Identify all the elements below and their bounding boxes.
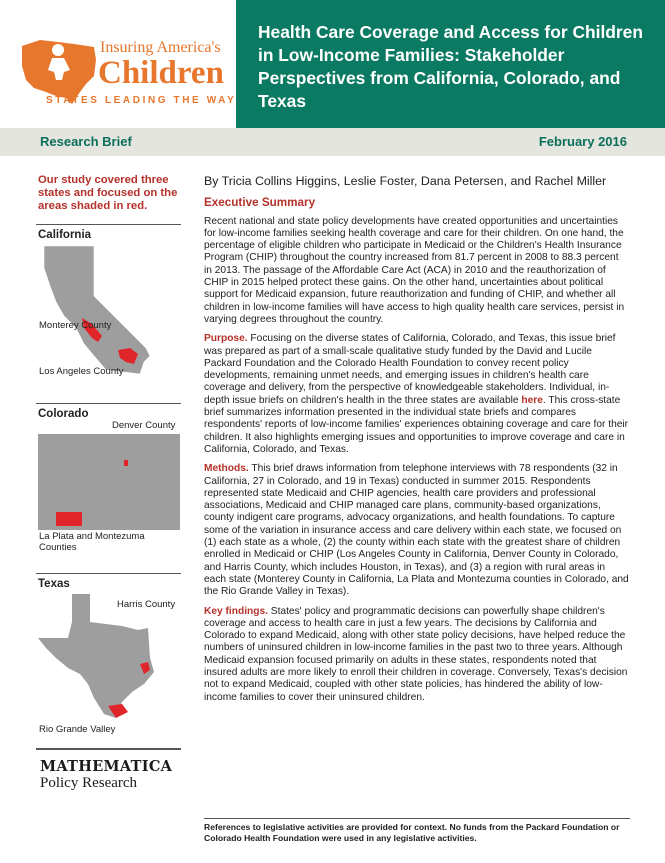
footer-divider bbox=[204, 818, 630, 819]
here-link[interactable]: here bbox=[521, 394, 543, 406]
paragraph-lead: Purpose. bbox=[204, 333, 248, 345]
denver-county-shape bbox=[124, 460, 128, 466]
logo bbox=[0, 0, 236, 128]
title-banner bbox=[236, 0, 665, 128]
state-heading-colorado: Colorado bbox=[38, 408, 89, 420]
label-harris-county: Harris County bbox=[117, 599, 176, 610]
label-denver-county: Denver County bbox=[112, 420, 176, 431]
paragraph-lead: Key findings. bbox=[204, 605, 268, 617]
divider bbox=[36, 403, 181, 404]
doc-type-label: Research Brief bbox=[40, 134, 132, 149]
main-content bbox=[204, 172, 629, 711]
footer-note: References to legislative activities are provided for context. No funds from the Packard Foundation or Colorado Health Foundation were used in any legislative activities. bbox=[204, 822, 620, 843]
label-monterey-county: Monterey County bbox=[39, 320, 112, 331]
paragraph-purpose: Purpose. Focusing on the diverse states of California, Colorado, and Texas, this issue brief was prepared as part of a small-scale qualitative study funded by the David and Lucile Packard Foundation and the Colorado Health Foundation to convey recent policy developments, remaining unmet needs, and emerging issues in children's health care coverage and delivery, from the perspective of knowledgeable stakeholders. Individual, in-depth issue briefs on children's health in the three states are available here. This cross-state brief summarizes information presented in the individual state briefs and compares respondents' reports of low-income families' experiences obtaining coverage and care for their children. It also highlights emerging issues and opportunities to improve coverage and care in California, Colorado, and Texas. bbox=[204, 333, 629, 455]
child-figure-icon bbox=[52, 44, 64, 56]
info-band bbox=[0, 128, 665, 156]
byline: By Tricia Collins Higgins, Leslie Foster, Dana Petersen, and Rachel Miller bbox=[204, 174, 607, 188]
divider bbox=[36, 224, 181, 225]
logo-line2: Children bbox=[98, 55, 224, 91]
paragraph-lead: Methods. bbox=[204, 463, 249, 475]
paragraph-methods: Methods. This brief draws information from telephone interviews with 78 respondents (32 in California, 27 in Colorado, and 19 in Texas) conducted in summer 2015. Respondents represented state Medicaid and CHIP agencies, health care providers and professional associations, Medicaid and CHIP managed care plans, community-based organizations, county indigent care programs, advocacy organizations, and health foundations. To capture some of the variation in insurance access and care delivery within each state, we focused on (1) each state as a whole, (2) the county within each state with the greatest share of children enrolled in Medicaid or CHIP (Los Angeles County in California, Denver County in Colorado, and Harris County, which includes Houston, in Texas), and (3) a region with rural areas in each state (Monterey County in California, La Plata and Montezuma counties in Colorado, and the Rio Grande Valley in Texas). bbox=[204, 463, 629, 598]
texas-map bbox=[36, 592, 181, 722]
label-los-angeles-county: Los Angeles County bbox=[39, 366, 124, 377]
label-rio-grande-valley: Rio Grande Valley bbox=[39, 724, 116, 735]
colorado-map bbox=[36, 432, 181, 532]
la-plata-montezuma-shape bbox=[56, 512, 82, 526]
divider bbox=[36, 748, 181, 750]
logo-graphic bbox=[0, 0, 236, 128]
date-label: February 2016 bbox=[538, 134, 627, 149]
publisher-line2: Policy Research bbox=[40, 775, 138, 791]
divider bbox=[36, 573, 181, 574]
paragraph-intro: Recent national and state policy developments have created opportunities and uncertainties for low-income families seeking health coverage and care for their children. On one hand, the percentage of eligible children who participate in Medicaid or the Children's Health Insurance Program (CHIP) throughout the country increased from 81.7 percent in 2008 to 88.3 percent in 2013. The passage of the Affordable Care Act (ACA) in 2010 and the reauthorization of CHIP in 2015 helped protect these gains. On the other hand, uncertainties about political support for Medicaid expansion, future reauthorization and funding of CHIP, and whether all children in low-income families will have access to high quality health care services, persist in varying degrees throughout the country. bbox=[204, 215, 625, 325]
state-heading-texas: Texas bbox=[38, 578, 70, 590]
sidebar bbox=[36, 170, 181, 213]
section-title: Executive Summary bbox=[204, 196, 316, 210]
state-heading-california: California bbox=[38, 229, 92, 241]
label-la-plata-montezuma: La Plata and Montezuma Counties bbox=[39, 531, 145, 553]
page-title: Health Care Coverage and Access for Children in Low-Income Families: Stakeholder Perspectives from California, Colorado, and Texas bbox=[258, 22, 643, 111]
paragraph-key-findings: Key findings. States' policy and programmatic decisions can powerfully shape children's coverage and access to health care in just a few years. The decisions by California and Colorado to expand Medicaid, along with other state policy decisions, have helped reduce the numbers of uninsured children in low-income families in the past two to three years. Although Medicaid expansion focused primarily on adults in these states, respondents noted that insured adults are more likely to enroll their children in coverage. Conversely, Texas's decision not to expand Medicaid, coupled with other state policies, has hindered the ability of low-income families to cover their uninsured children. bbox=[204, 605, 628, 703]
logo-line1: Insuring America's bbox=[100, 39, 221, 56]
logo-tagline: STATES LEADING THE WAY bbox=[46, 95, 236, 106]
publisher-line1: MATHEMATICA bbox=[40, 758, 173, 775]
sidebar-intro: Our study covered three states and focused on the areas shaded in red. bbox=[38, 174, 178, 212]
publisher-logo bbox=[40, 758, 172, 792]
